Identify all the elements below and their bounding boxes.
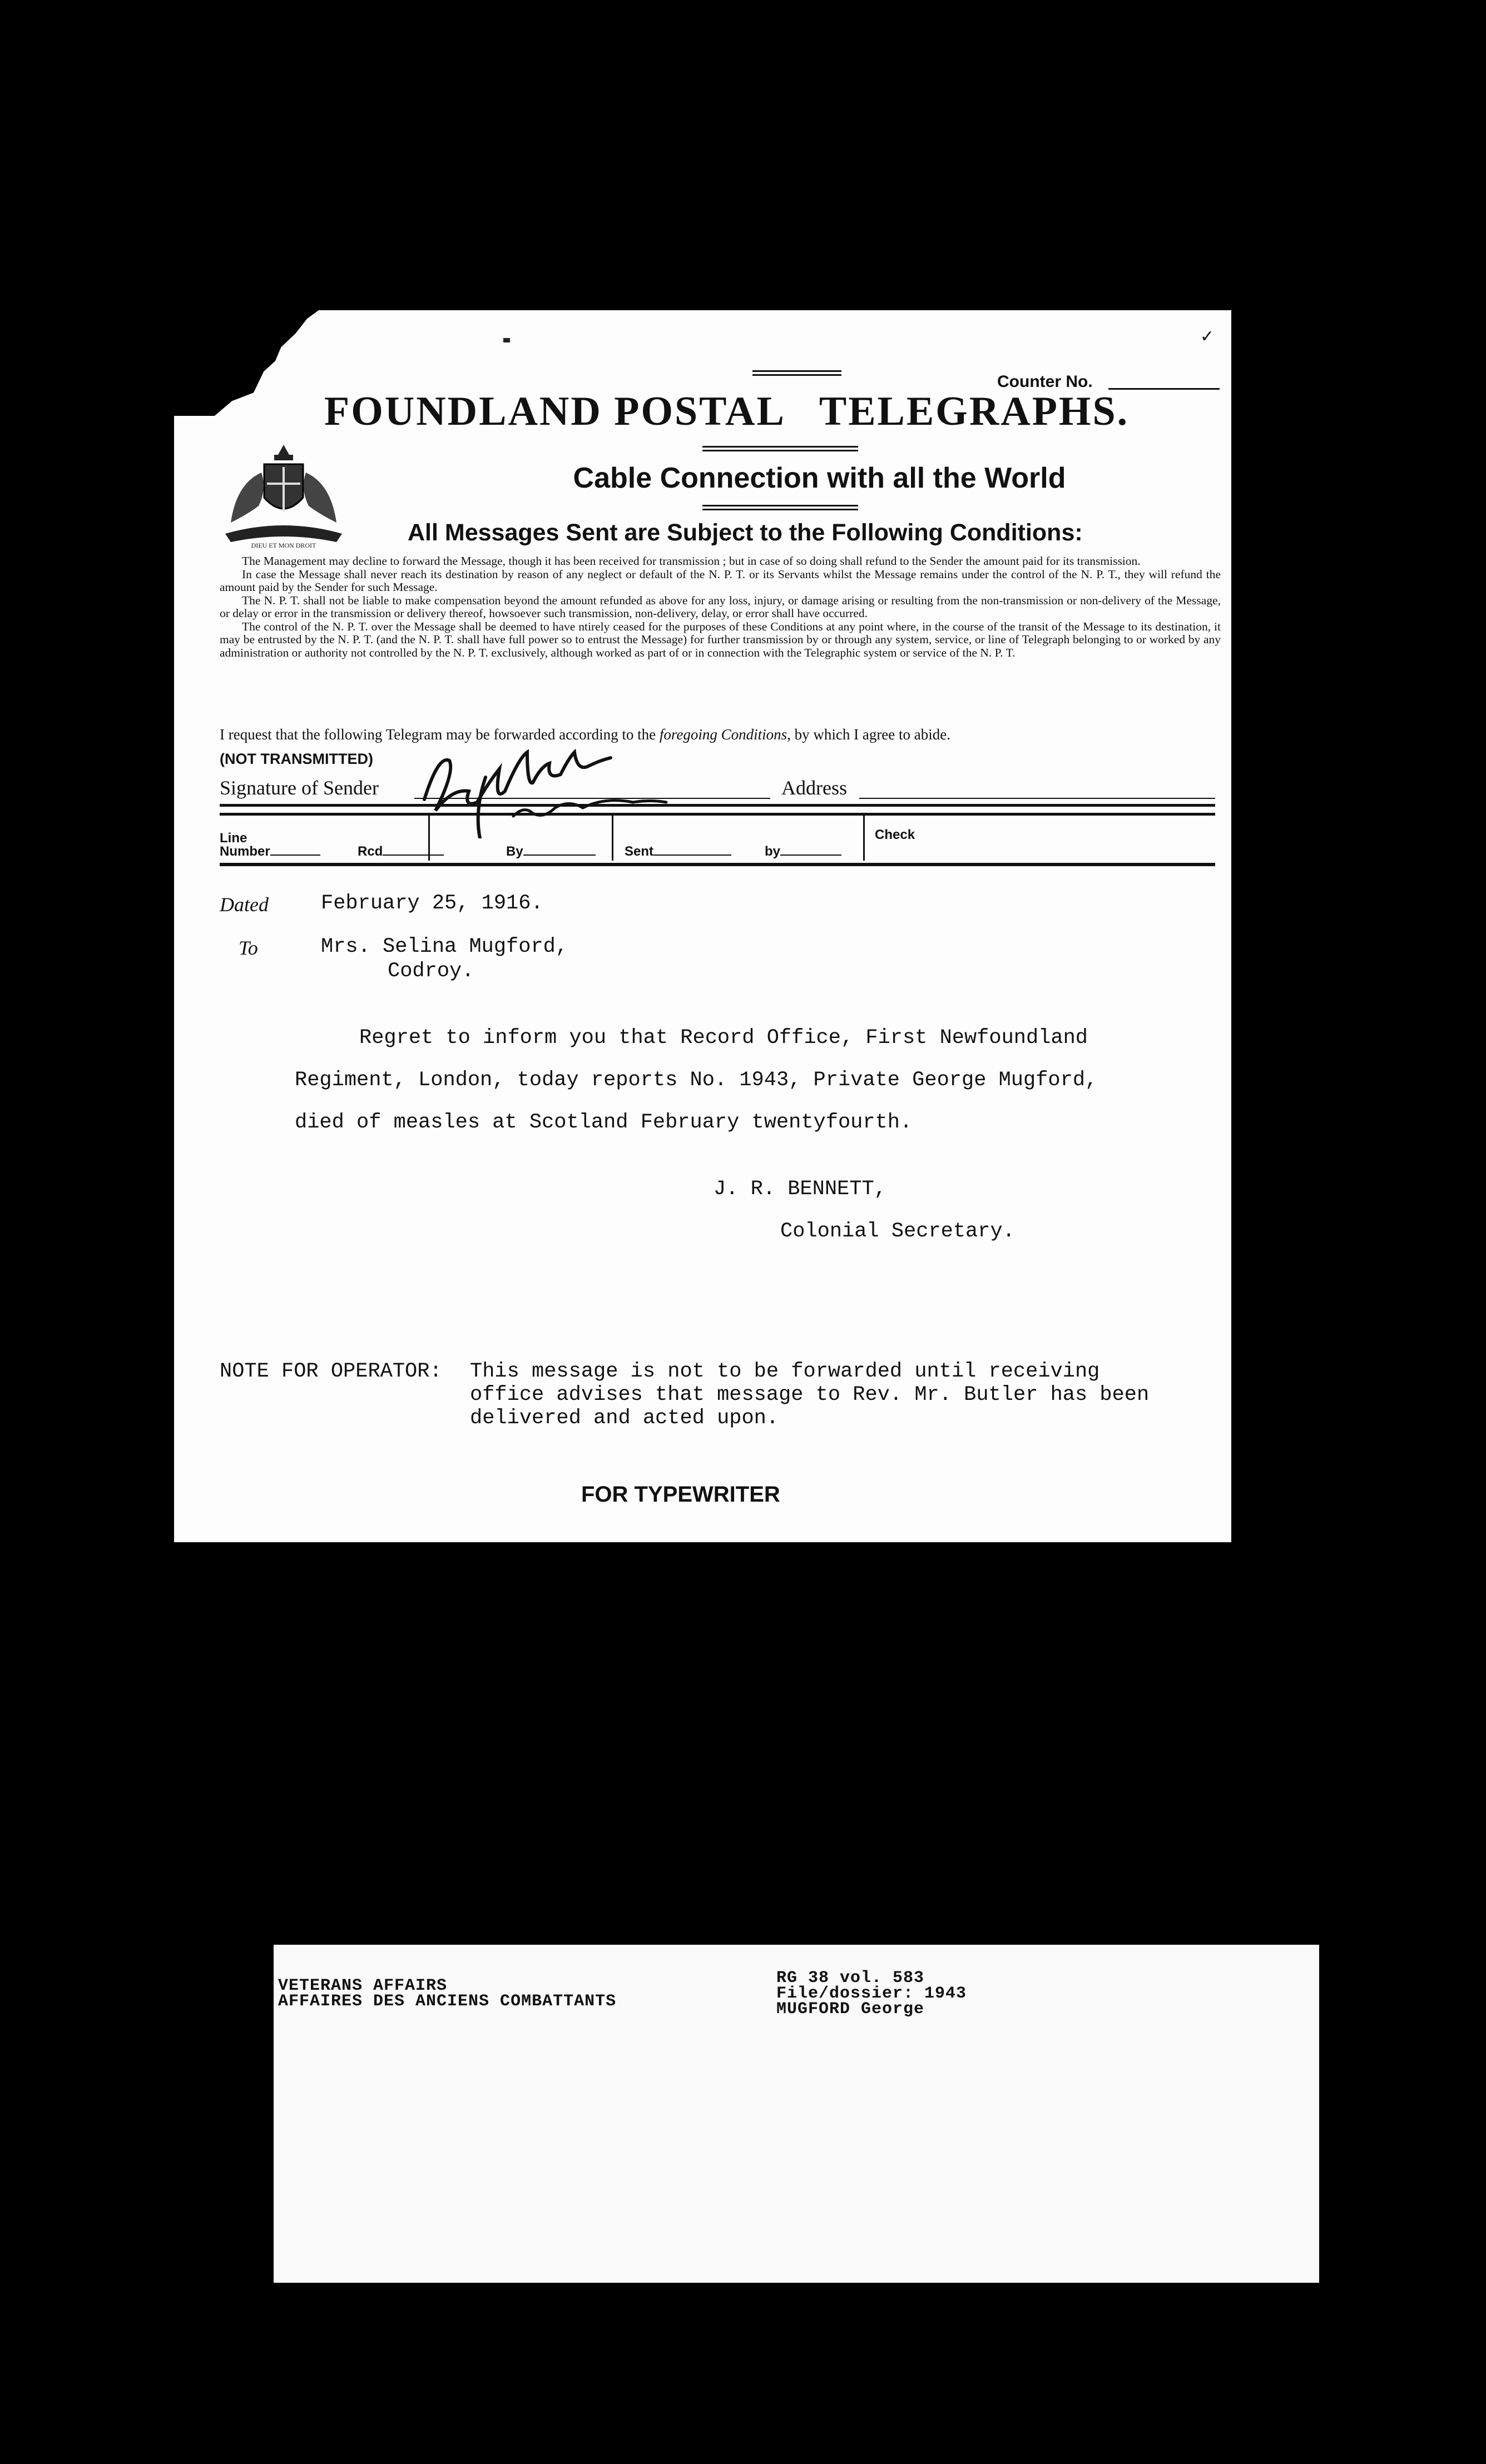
file-dossier: File/dossier: 1943: [776, 1984, 967, 2003]
form-title: [324, 388, 1129, 435]
check-mark: ✓: [1200, 327, 1215, 346]
torn-corner: [174, 310, 319, 416]
check-label: Check: [875, 827, 915, 842]
title-left: FOUNDLAND POSTAL: [324, 389, 786, 434]
request-italic: foregoing Conditions: [659, 726, 787, 743]
line-label: Line: [220, 831, 247, 846]
body-line: Regiment, London, today reports No. 1943, Private George Mugford,: [295, 1069, 1098, 1092]
signature-label: Signature of Sender: [220, 777, 379, 799]
form-rule: [220, 813, 1215, 816]
ink-mark: [503, 338, 510, 342]
by-label: By: [506, 844, 596, 860]
subtitle-rule: [702, 505, 858, 510]
department-fr: AFFAIRES DES ANCIENS COMBATTANTS: [278, 1992, 617, 2011]
archive-slip: [274, 1945, 1319, 2283]
request-text: I request that the following Telegram may be forwarded according to the: [220, 726, 660, 743]
svg-text:DIEU ET MON DROIT: DIEU ET MON DROIT: [251, 542, 316, 549]
by2-label: by: [765, 844, 841, 860]
message-date: February 25, 1916.: [321, 892, 543, 915]
title-rule-top: [752, 370, 841, 376]
condition-1: The Management may decline to forward the Message, though it has been received for transmission ; but in case of so doing shall refund to the Sender the amount paid for its transmission.: [242, 554, 1141, 568]
not-transmitted-label: (NOT TRANSMITTED): [220, 751, 373, 767]
title-right: TELEGRAPHS.: [819, 389, 1130, 434]
handwritten-signature: [413, 738, 725, 838]
body-line: died of measles at Scotland February twentyfourth.: [295, 1111, 913, 1134]
address-line: [859, 798, 1215, 799]
form-rule: [220, 804, 1215, 807]
recipient-place: Codroy.: [388, 960, 474, 983]
counter-label: Counter No.: [997, 372, 1093, 391]
signer-title: Colonial Secretary.: [780, 1220, 1015, 1243]
subtitle: Cable Connection with all the World: [573, 462, 1066, 494]
conditions-text: [220, 555, 1221, 659]
address-label: Address: [781, 777, 847, 799]
body-line: Regret to inform you that Record Office, First Newfoundland: [359, 1026, 1088, 1050]
department-en: VETERANS AFFAIRS: [278, 1976, 448, 1995]
signer-name: J. R. BENNETT,: [714, 1178, 886, 1201]
footer-label: FOR TYPEWRITER: [581, 1482, 780, 1507]
condition-2: In case the Message shall never reach its destination by reason of any neglect or default of the N. P. T. or its Servants whilst the Message remains under the control of the N. P. T., they will refund the amount paid by the Sender for such Message.: [220, 567, 1221, 594]
note-label: NOTE FOR OPERATOR:: [220, 1360, 442, 1383]
subject-name: MUGFORD George: [776, 2000, 925, 2019]
form-rule: [220, 863, 1215, 866]
telegram-form: [174, 310, 1231, 1542]
dated-label: Dated: [220, 893, 269, 916]
request-text-end: , by which I agree to abide.: [787, 726, 950, 743]
note-line: delivered and acted upon.: [470, 1407, 779, 1430]
royal-crest-image: [220, 439, 348, 550]
number-label: Number: [220, 844, 320, 860]
sent-label: Sent: [625, 844, 731, 860]
recipient-name: Mrs. Selina Mugford,: [321, 935, 568, 958]
record-group: RG 38 vol. 583: [776, 1969, 925, 1988]
title-rule-bottom: [702, 446, 858, 451]
condition-4: The control of the N. P. T. over the Message shall be deemed to have ntirely ceased for the purposes of these Conditions at any point where, in the course of the transit of the Message to its destination, it may be entrusted by the N. P. T. (and the N. P. T. shall have full power so to entrust the Message) for further transmission by or through any system, service, or line of Telegraph belonging to or worked by any administration or authority not controlled by the N. P. T. exclusively, although worked as part of or in connection with the Telegraphic system or service of the N. P. T.: [220, 619, 1221, 659]
conditions-heading: All Messages Sent are Subject to the Following Conditions:: [408, 519, 1083, 546]
rcd-label: Rcd: [358, 844, 444, 860]
to-label: To: [239, 937, 258, 959]
note-line: This message is not to be forwarded until receiving: [470, 1360, 1100, 1383]
condition-3: The N. P. T. shall not be liable to make compensation beyond the amount refunded as above for any loss, injury, or damage arising or resulting from the non-transmission or non-delivery of the Message, or delay or error in the transmission or delivery thereof, howsoever such transmission, non-delivery, delay, or error shall have occurred.: [220, 593, 1221, 620]
note-line: office advises that message to Rev. Mr. Butler has been: [470, 1383, 1150, 1407]
